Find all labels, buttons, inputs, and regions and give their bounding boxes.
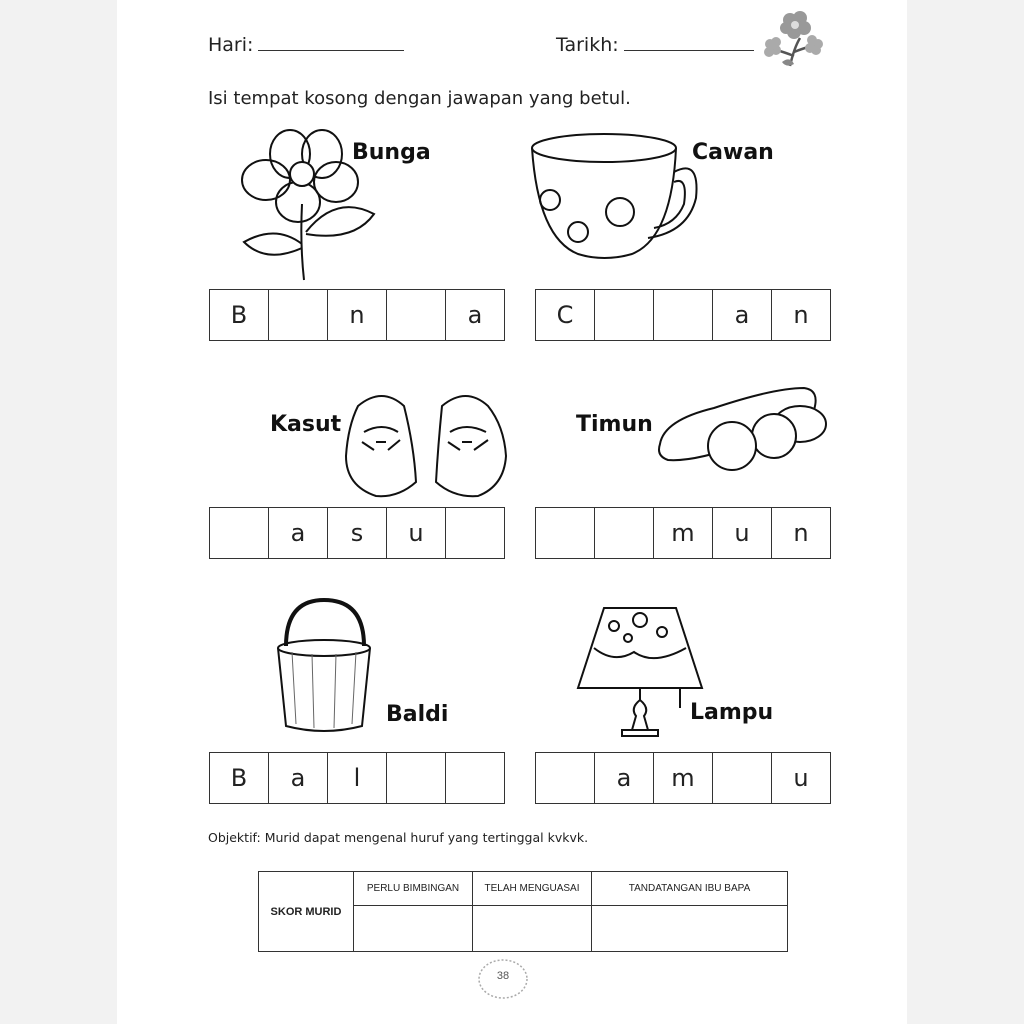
date-label: Tarikh:: [556, 34, 619, 56]
letter-box[interactable]: u: [713, 508, 772, 558]
score-table: [258, 871, 788, 952]
letter-box[interactable]: [713, 753, 772, 803]
col-telah-menguasai: TELAH MENGUASAI: [473, 872, 592, 906]
word-label: Baldi: [386, 702, 449, 727]
day-field[interactable]: [258, 30, 404, 51]
shoes-icon: [342, 386, 512, 500]
cucumber-icon: [654, 380, 838, 476]
page-number: 38: [496, 970, 510, 982]
letter-boxes-lampu: [535, 752, 831, 804]
letter-box[interactable]: a: [713, 290, 772, 340]
letter-box[interactable]: [446, 753, 504, 803]
word-label: Timun: [576, 412, 653, 437]
letter-box[interactable]: [210, 508, 269, 558]
letter-box[interactable]: [387, 753, 446, 803]
word-label: Lampu: [690, 700, 774, 725]
letter-box[interactable]: m: [654, 753, 713, 803]
letter-boxes-bunga: [209, 289, 505, 341]
bucket-icon: [272, 596, 376, 736]
letter-box[interactable]: B: [210, 290, 269, 340]
letter-box[interactable]: u: [387, 508, 446, 558]
letter-box[interactable]: a: [269, 753, 328, 803]
letter-box[interactable]: a: [269, 508, 328, 558]
letter-box[interactable]: [269, 290, 328, 340]
letter-box[interactable]: n: [793, 519, 809, 547]
letter-box[interactable]: B: [210, 753, 269, 803]
letter-box[interactable]: [536, 753, 595, 803]
decorative-flower-icon: [760, 8, 826, 70]
letter-box[interactable]: n: [328, 290, 387, 340]
letter-box[interactable]: m: [654, 508, 713, 558]
letter-boxes-kasut: [209, 507, 505, 559]
letter-box[interactable]: [595, 290, 654, 340]
letter-box[interactable]: a: [467, 301, 483, 329]
col-perlu-bimbingan: PERLU BIMBINGAN: [354, 872, 473, 906]
date-field[interactable]: [624, 30, 754, 51]
letter-box[interactable]: [654, 290, 713, 340]
letter-boxes-baldi: [209, 752, 505, 804]
word-label: Kasut: [270, 412, 342, 437]
cup-icon: [528, 128, 704, 268]
letter-box[interactable]: [595, 508, 654, 558]
day-label: Hari:: [208, 34, 254, 56]
instruction-text: Isi tempat kosong dengan jawapan yang betul.: [208, 88, 631, 109]
letter-box[interactable]: n: [793, 301, 809, 329]
letter-box[interactable]: l: [328, 753, 387, 803]
letter-box[interactable]: a: [595, 753, 654, 803]
letter-box[interactable]: [536, 508, 595, 558]
letter-boxes-timun: [535, 507, 831, 559]
letter-box[interactable]: s: [328, 508, 387, 558]
col-tandatangan: TANDATANGAN IBU BAPA: [592, 872, 788, 906]
word-label: Bunga: [352, 140, 431, 165]
word-label: Cawan: [692, 140, 774, 165]
lamp-icon: [574, 604, 706, 740]
letter-box[interactable]: C: [536, 290, 595, 340]
objective-text: Objektif: Murid dapat mengenal huruf yang tertinggal kvkvk.: [208, 830, 589, 845]
score-row-header: SKOR MURID: [259, 872, 354, 952]
letter-boxes-cawan: [535, 289, 831, 341]
letter-box[interactable]: [387, 290, 446, 340]
cell-tandatangan[interactable]: [592, 906, 788, 952]
letter-box[interactable]: [446, 508, 504, 558]
cell-telah-menguasai[interactable]: [473, 906, 592, 952]
cell-perlu-bimbingan[interactable]: [354, 906, 473, 952]
letter-box[interactable]: u: [793, 764, 809, 792]
